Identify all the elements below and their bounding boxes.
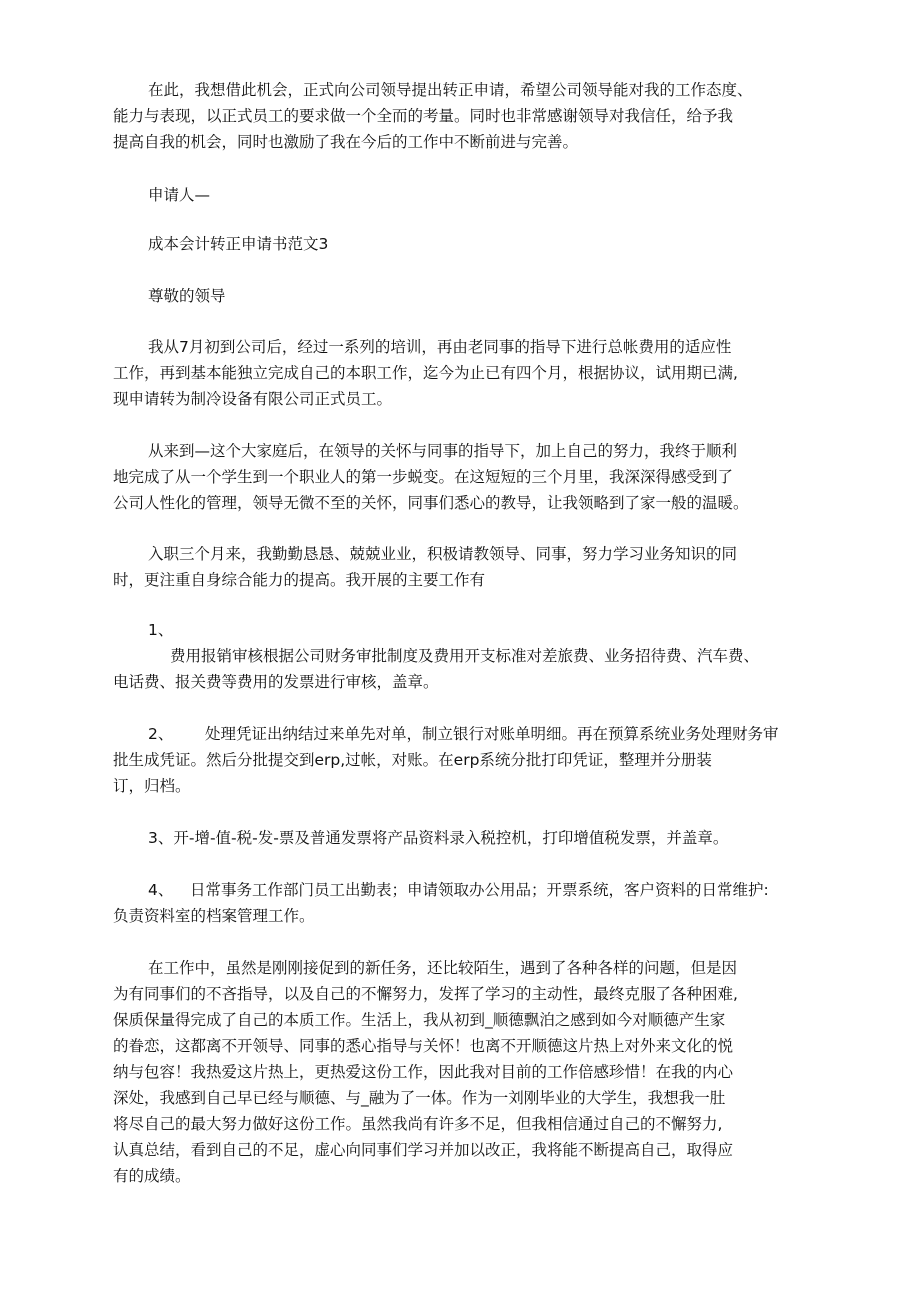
para1-line-3: 现申请转为制冷设备有限公司正式员工。 [113, 390, 393, 408]
intro-line-3: 提高自我的机会，同时也激励了我在今后的工作中不断前进与完善。 [113, 133, 579, 151]
closing-line-5: 纳与包容！我热爱这片热上，更热爱这份工作，因此我对目前的工作倍感珍惜！在我的内心 [113, 1063, 734, 1081]
intro-line-2: 能力与表现，以正式员工的要求做一个全而的考量。同时也非常感谢领导对我信任，给予我 [113, 107, 734, 125]
para2-line-2: 地完成了从一个学生到一个职业人的第一步蜕变。在这短短的三个月里，我深深得感受到了 [113, 468, 734, 486]
applicant-label: 申请人— [148, 186, 211, 204]
closing-line-9: 有的成绩。 [113, 1167, 191, 1185]
para3-line-1: 入职三个月来，我勤勤恳恳、兢兢业业，积极请教领导、同事，努力学习业务知识的同 [148, 545, 738, 563]
item2-line-1: 处理凭证出纳结过来单先对单，制立银行对账单明细。再在预算系统业务处理财务审 [205, 725, 779, 743]
item2-number: 2、 [148, 725, 174, 743]
closing-line-6: 深处，我感到自己早已经与顺德、与_融为了一体。作为一刘刚毕业的大学生，我想我一肚 [113, 1089, 726, 1107]
item4-line-1: 日常事务工作部门员工出勤表；申请领取办公用品；开票系统，客户资料的日常维护: [190, 881, 769, 899]
salutation: 尊敬的领导 [148, 287, 226, 305]
closing-line-2: 为有同事们的不吝指导，以及自己的不懈努力，发挥了学习的主动性，最终克服了各种困难, [113, 985, 738, 1003]
item2-line-2: 批生成凭证。然后分批提交到erp,过帐，对账。在erp系统分批打印凭证，整理并分册装 [113, 751, 712, 769]
para2-line-3: 公司人性化的管理，领导无微不至的关怀，同事们悉心的教导，让我领略到了家一般的温暖。 [113, 494, 749, 512]
closing-line-4: 的眷恋，这都离不开领导、同事的悉心指导与关怀！也离不开顺德这片热上对外来文化的悦 [113, 1037, 734, 1055]
para1-line-1: 我从7月初到公司后，经过一系列的培训，再由老同事的指导下进行总帐费用的适应性 [148, 338, 732, 356]
item1-line-2: 电话费、报关费等费用的发票进行审核，盖章。 [113, 673, 439, 691]
item4-number: 4、 [148, 881, 174, 899]
item1-line-1: 费用报销审核根据公司财务审批制度及费用开支标准对差旅费、业务招待费、汽车费、 [170, 647, 760, 665]
closing-line-8: 认真总结，看到自己的不足，虚心向同事们学习并加以改正，我将能不断提高自己，取得应 [113, 1141, 734, 1159]
para1-line-2: 工作，再到基本能独立完成自己的本职工作，迄今为止已有四个月，根据协议，试用期已满, [113, 364, 738, 382]
item3-line: 3、开-增-值-税-发-票及普通发票将产品资料录入税控机，打印增值税发票，并盖章。 [148, 829, 729, 847]
closing-line-7: 将尽自己的最大努力做好这份工作。虽然我尚有许多不足，但我相信通过自己的不懈努力, [113, 1115, 723, 1133]
para2-line-1: 从来到—这个大家庭后，在领导的关怀与同事的指导下，加上自己的努力，我终于顺利 [148, 442, 738, 460]
closing-line-1: 在工作中，虽然是刚刚接促到的新任务，还比较陌生，遇到了各种各样的问题，但是因 [148, 959, 738, 977]
closing-line-3: 保质保量得完成了自己的本质工作。生活上，我从初到_顺德飘泊之感到如今对顺德产生家 [113, 1011, 726, 1029]
item1-number: 1、 [148, 621, 174, 639]
document-title: 成本会计转正申请书范文3 [148, 235, 329, 253]
intro-line-1: 在此，我想借此机会，正式向公司领导提出转正申请，希望公司领导能对我的工作态度、 [148, 81, 753, 99]
item4-line-2: 负责资料室的档案管理工作。 [113, 907, 315, 925]
item2-line-3: 订，归档。 [113, 777, 191, 795]
para3-line-2: 时，更注重自身综合能力的提高。我开展的主要工作有 [113, 571, 486, 589]
